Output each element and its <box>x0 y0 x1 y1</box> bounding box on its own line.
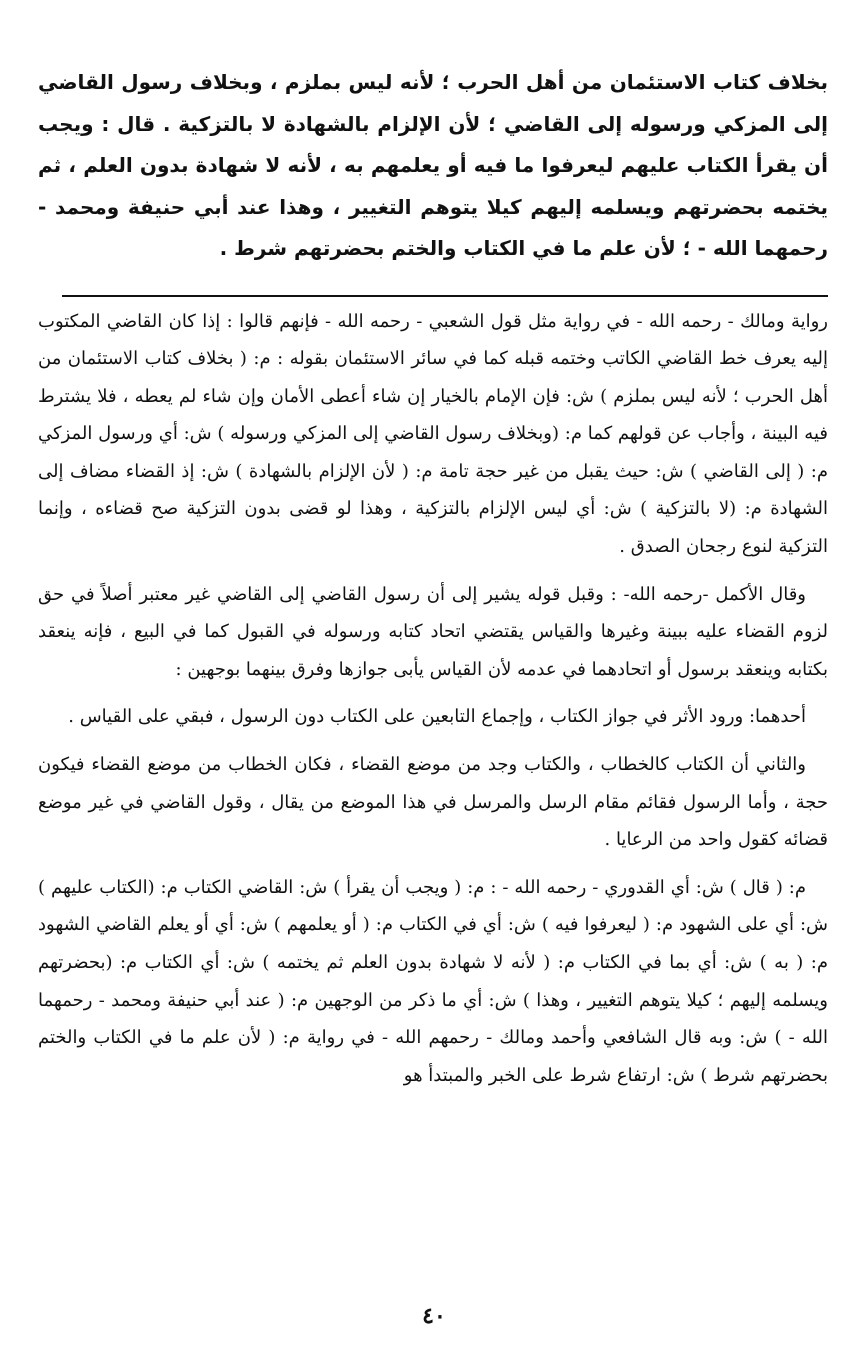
matn-paragraph: بخلاف كتاب الاستئمان من أهل الحرب ؛ لأنه ليس بملزم ، وبخلاف رسول القاضي إلى المزكي ورسوله إلى القاضي ؛ لأن الإلزام بالشهادة لا بالتزكية . قال : ويجب أن يقرأ الكتاب عليهم ليعرفوا ما فيه أو يعلمهم به ، لأنه لا شهادة بدون العلم ، ثم يختمه بحضرتهم ويسلمه إليهم كيلا يتوهم التغيير ، وهذا عند أبي حنيفة ومحمد - رحمهما الله - ؛ لأن علم ما في الكتاب والختم بحضرتهم شرط . <box>38 70 828 260</box>
sharh-paragraph: م: ( قال ) ش: أي القدوري - رحمه الله - : م: ( ويجب أن يقرأ ) ش: القاضي الكتاب م: (الكتاب عليهم ) ش: أي على الشهود م: ( ليعرفوا فيه ) ش: أي في الكتاب م: ( أو يعلمهم ) ش: أي أو يعلم القاضي الشهود م: ( به ) ش: أي بما في الكتاب م: ( لأنه لا شهادة بدون العلم ثم يختمه ) ش: أي الكتاب م: (بحضرتهم ويسلمه إليهم ؛ كيلا يتوهم التغيير ، وهذا ) ش: أي ما ذكر من الوجهين م: ( عند أبي حنيفة ومحمد - رحمهما الله - ) ش: وبه قال الشافعي وأحمد ومالك - رحمهم الله - في رواية م: ( لأن علم ما في الكتاب والختم بحضرتهم شرط ) ش: ارتفاع شرط على الخبر والمبتدأ هو <box>38 876 828 1086</box>
separator-line <box>62 295 828 297</box>
sharh-paragraph: وقال الأكمل -رحمه الله- : وقبل قوله يشير إلى أن رسول القاضي إلى القاضي غير معتبر أصلاً في حق لزوم القضاء عليه ببينة وغيرها والقياس يقتضي اتحاد كتابه ورسوله في القبول كما في البيع ، فإنه ينعقد بكتابه وينعقد برسول أو اتحادهما في عدمه لأن القياس يأبى جوازها وفرق بينهما بوجهين : <box>38 583 828 680</box>
sharh-paragraph: والثاني أن الكتاب كالخطاب ، والكتاب وجد من موضع القضاء ، فكان الخطاب من موضع القضاء فيكون حجة ، وأما الرسول فقائم مقام الرسل والمرسل في هذا الموضع من يقال ، وقول القاضي في غير موضع قضائه كقول واحد من الرعايا . <box>38 754 828 851</box>
sharh-paragraph: أحدهما: ورود الأثر في جواز الكتاب ، وإجماع التابعين على الكتاب دون الرسول ، فبقي على القياس . <box>68 706 806 728</box>
matn-text-block <box>38 62 828 270</box>
page-number: ٤٠ <box>422 1303 446 1329</box>
sharh-commentary-block <box>38 303 828 1095</box>
sharh-paragraph: رواية ومالك - رحمه الله - في رواية مثل قول الشعبي - رحمه الله - فإنهم قالوا : إذا كان القاضي المكتوب إليه يعرف خط القاضي الكاتب وختمه قبله كما في سائر الاستئمان بقوله : م: ( بخلاف كتاب الاستئمان من أهل الحرب ؛ لأنه ليس بملزم ) ش: فإن الإمام بالخيار إن شاء أعطى الأمان وإن شاء لم يعطه ، فلا يشترط فيه البينة ، وأجاب عن قولهم كما م: (وبخلاف رسول القاضي إلى المزكي ورسوله ) ش: أي ورسول المزكي م: ( إلى القاضي ) ش: حيث يقبل من غير حجة تامة م: ( لأن الإلزام بالشهادة ) ش: إذ القضاء مضاف إلى الشهادة م: (لا بالتزكية ) ش: أي ليس الإلزام بالتزكية ، وهذا لو قضى بدون التزكية صح قضاءه ، وإنما التزكية لنوع رجحان الصدق . <box>38 310 828 558</box>
